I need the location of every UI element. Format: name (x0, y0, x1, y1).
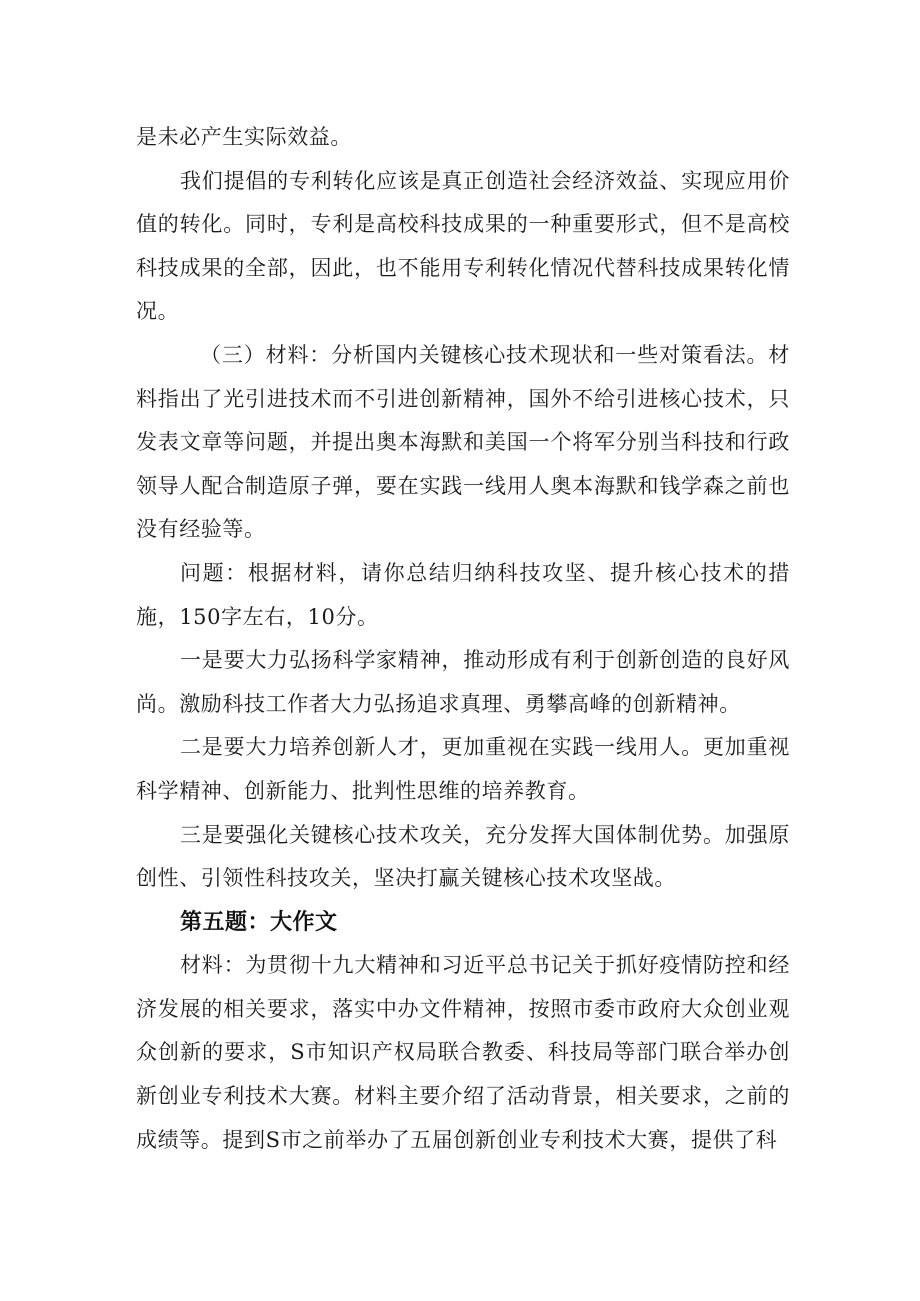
paragraph-material-three: （三）材料：分析国内关键核心技术现状和一些对策看法。材料指出了光引进技术而不引进创新精神，国外不给引进核心技术，只发表文章等问题，并提出奥本海默和美国一个将军分别当科技和行政领导人配合制造原子弹，要在实践一线用人奥本海默和钱学森之前也没有经验等。 (136, 342, 790, 542)
paragraph-patent-conversion: 我们提倡的专利转化应该是真正创造社会经济效益、实现应用价值的转化。同时，专利是高校科技成果的一种重要形式，但不是高校科技成果的全部，因此，也不能用专利转化情况代替科技成果转化情况。 (136, 168, 790, 324)
paragraph-measure-two: 二是要大力培养创新人才，更加重视在实践一线用人。更加重视科学精神、创新能力、批判性思维的培养教育。 (136, 735, 790, 803)
document-body (136, 116, 790, 1162)
paragraph-question: 问题：根据材料，请你总结归纳科技攻坚、提升核心技术的措施，150字左右，10分。 (136, 560, 790, 629)
paragraph-measure-three: 三是要强化关键核心技术攻关，充分发挥大国体制优势。加强原创性、引领性科技攻关，坚决打赢关键核心技术攻坚战。 (136, 822, 790, 891)
paragraph-measure-one: 一是要大力弘扬科学家精神，推动形成有利于创新创造的良好风尚。激励科技工作者大力弘扬追求真理、勇攀高峰的创新精神。 (136, 648, 790, 716)
paragraph-continuation: 是未必产生实际效益。 (136, 125, 352, 149)
paragraph-essay-material: 材料：为贯彻十九大精神和习近平总书记关于抓好疫情防控和经济发展的相关要求，落实中办文件精神，按照市委市政府大众创业观众创新的要求，S市知识产权局联合教委、科技局等部门联合举办创新创业专利技术大赛。材料主要介绍了活动背景，相关要求，之前的成绩等。提到S市之前举办了五届创新创业专利技术大赛，提供了科 (136, 953, 790, 1152)
section-heading: 第五题：大作文 (180, 909, 338, 935)
